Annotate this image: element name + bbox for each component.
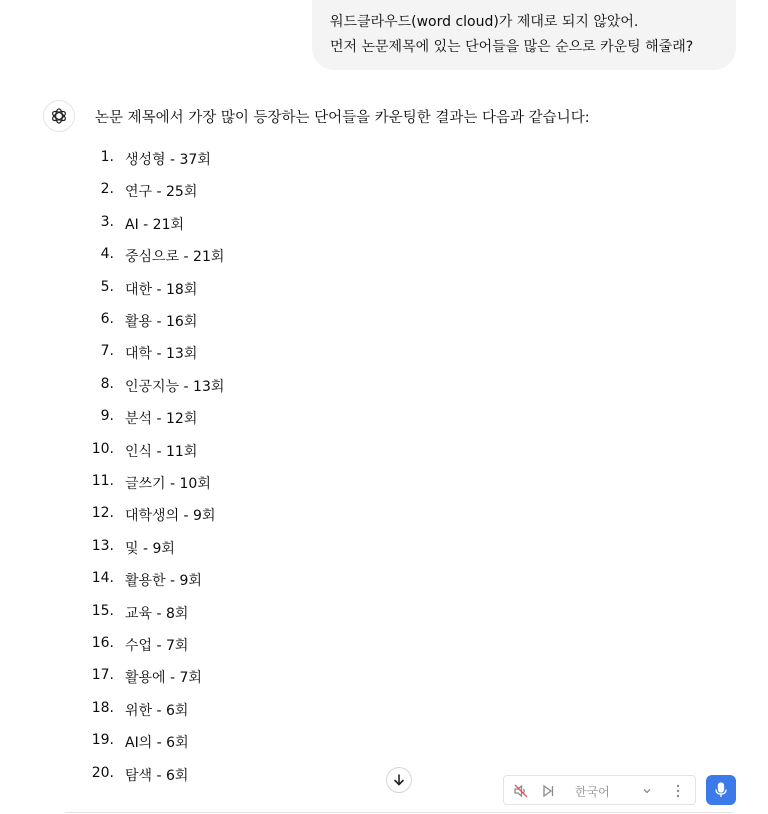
voice-control-bar (503, 775, 696, 805)
language-select[interactable]: 한국어 (575, 785, 610, 799)
skip-forward-icon[interactable] (539, 782, 557, 800)
list-item-text: 위한 - 6회 (125, 702, 189, 719)
list-item-number: 16. (91, 635, 114, 651)
list-item (0, 343, 400, 365)
list-item-text: 인공지능 - 13회 (125, 378, 225, 395)
list-item (0, 700, 400, 722)
list-item (0, 311, 400, 333)
list-item (0, 765, 400, 787)
list-item-number: 2. (100, 181, 114, 198)
list-item-number: 14. (91, 570, 114, 587)
microphone-button[interactable] (706, 775, 736, 805)
list-item (0, 214, 400, 236)
scroll-down-button[interactable] (386, 767, 412, 793)
list-item-number: 6. (100, 311, 114, 327)
list-item-text: 대학생의 - 9회 (125, 508, 216, 525)
list-item (0, 246, 400, 268)
list-item-number: 7. (100, 343, 114, 360)
list-item-number: 12. (91, 505, 114, 522)
list-item (0, 505, 400, 527)
list-item-text: 분석 - 12회 (125, 411, 198, 428)
list-item-text: 활용 - 16회 (125, 314, 198, 330)
user-message-line-1: 워드클라우드(word cloud)가 제대로 되지 않았어. (330, 14, 639, 30)
list-item-number: 9. (100, 408, 114, 425)
list-item-text: 및 - 9회 (125, 540, 175, 557)
list-item-text: 활용한 - 9회 (125, 573, 202, 590)
list-item-number: 4. (100, 246, 114, 263)
user-message-bubble (312, 0, 736, 70)
list-item (0, 732, 400, 754)
list-item (0, 279, 400, 301)
list-item (0, 473, 400, 495)
list-item-text: 인식 - 11회 (125, 443, 198, 460)
list-item-text: 대학 - 13회 (125, 346, 198, 363)
list-item (0, 635, 400, 657)
arrow-down-icon (392, 773, 406, 787)
list-item-number: 17. (91, 667, 114, 684)
list-item-number: 20. (91, 764, 114, 781)
list-item (0, 376, 400, 398)
list-item-number: 3. (100, 213, 114, 230)
input-divider (65, 812, 733, 813)
list-item-number: 11. (91, 473, 114, 489)
microphone-icon (714, 782, 728, 798)
list-item-number: 13. (91, 537, 114, 554)
list-item-text: 수업 - 7회 (125, 638, 189, 654)
list-item-number: 8. (100, 375, 114, 392)
speaker-muted-icon[interactable] (512, 782, 530, 800)
list-item-number: 10. (91, 440, 114, 457)
list-item-text: 연구 - 25회 (125, 184, 198, 201)
list-item-number: 19. (91, 732, 114, 749)
chevron-down-icon[interactable] (638, 782, 656, 800)
assistant-intro-text: 논문 제목에서 가장 많이 등장하는 단어들을 카운팅한 결과는 다음과 같습니다: (95, 110, 590, 126)
list-item-number: 5. (100, 278, 114, 295)
list-item (0, 408, 400, 430)
list-item-text: AI - 21회 (125, 216, 184, 233)
list-item-text: 대한 - 18회 (125, 281, 198, 298)
list-item-text: 활용에 - 7회 (125, 670, 202, 687)
list-item-text: AI의 - 6회 (125, 735, 189, 752)
user-message-line-2: 먼저 논문제목에 있는 단어들을 많은 순으로 카운팅 해줄래? (330, 39, 694, 55)
openai-logo-icon (43, 100, 75, 132)
list-item-text: 글쓰기 - 10회 (125, 476, 211, 492)
list-item (0, 667, 400, 689)
list-item (0, 441, 400, 463)
list-item-text: 탐색 - 6회 (125, 767, 189, 784)
list-item (0, 181, 400, 203)
list-item-text: 교육 - 8회 (125, 605, 189, 622)
list-item (0, 603, 400, 625)
list-item-number: 18. (91, 699, 114, 716)
list-item (0, 149, 400, 171)
list-item (0, 570, 400, 592)
more-vertical-icon[interactable] (669, 782, 687, 800)
list-item-number: 15. (91, 602, 114, 619)
list-item (0, 538, 400, 560)
list-item-number: 1. (100, 149, 114, 165)
list-item-text: 중심으로 - 21회 (125, 249, 225, 266)
list-item-text: 생성형 - 37회 (125, 152, 211, 168)
